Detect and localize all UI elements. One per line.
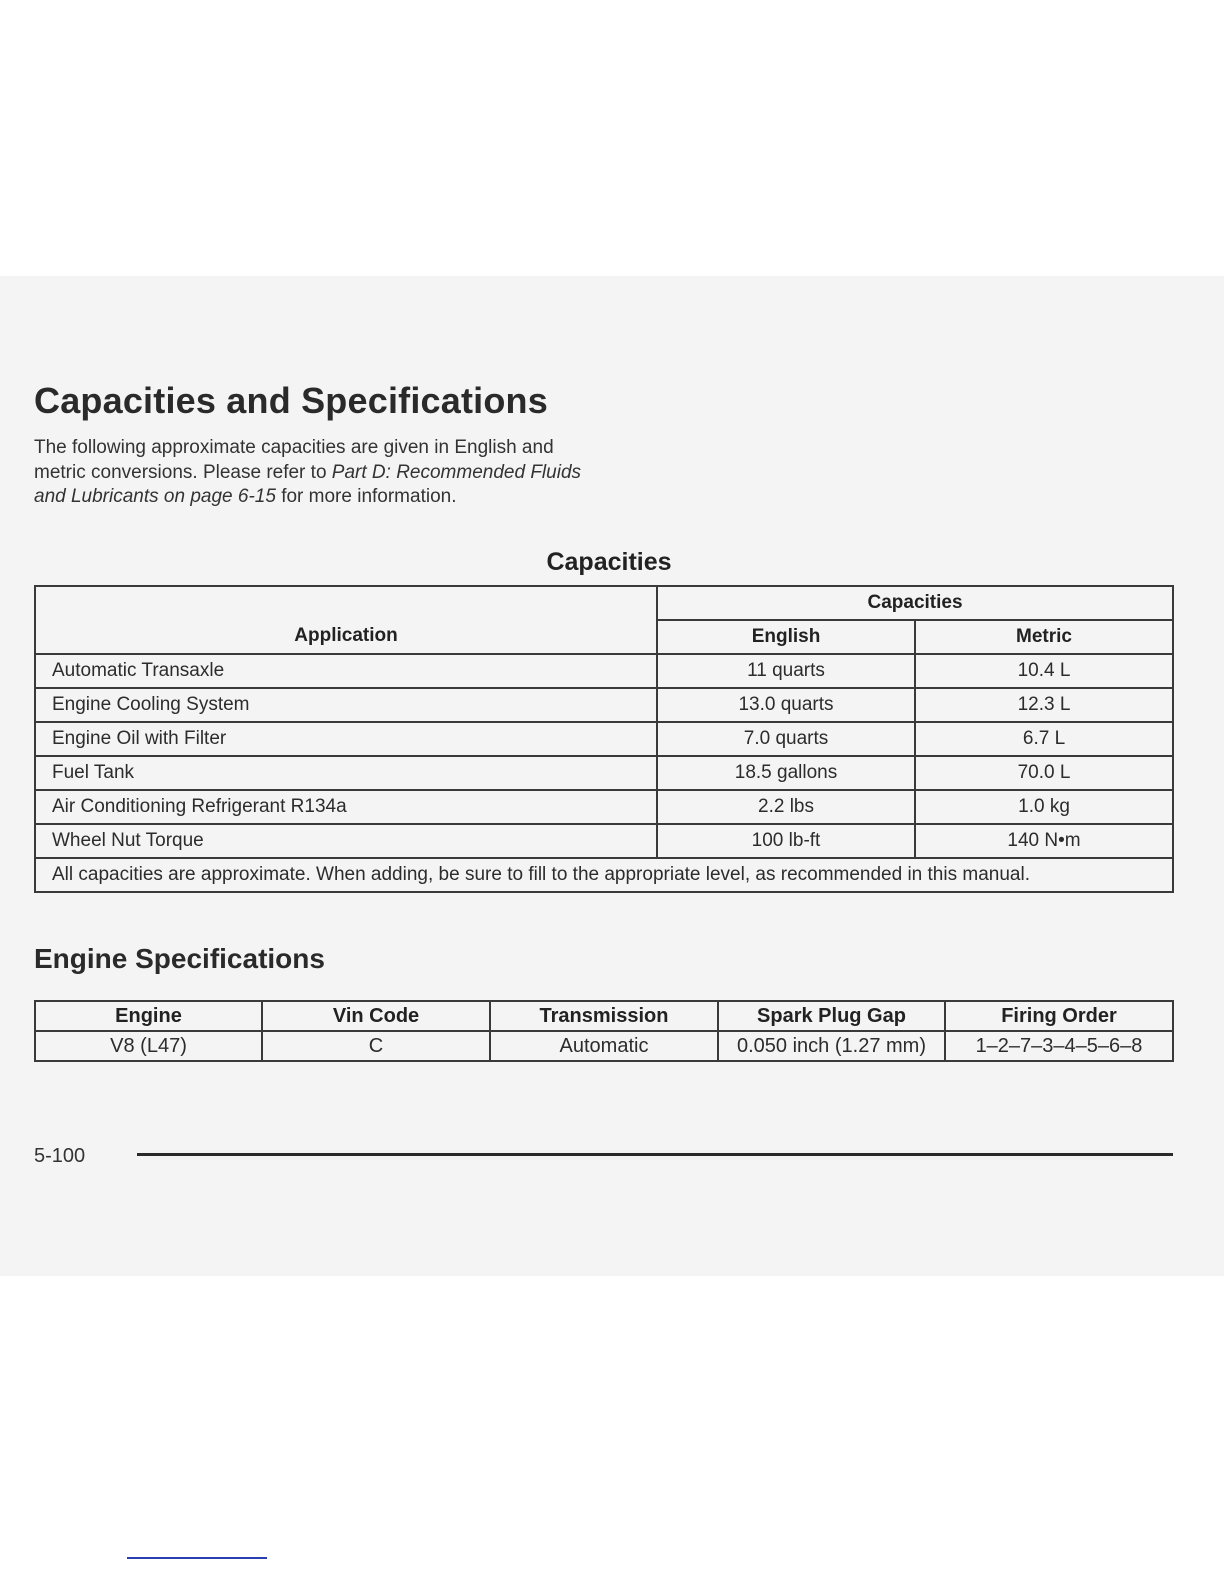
cell-metric: 12.3 L <box>915 688 1173 722</box>
note-row <box>35 858 1173 892</box>
cell-application: Wheel Nut Torque <box>35 824 657 858</box>
cell-vin-code: C <box>262 1031 490 1061</box>
cell-application: Automatic Transaxle <box>35 654 657 688</box>
intro-reference-link[interactable]: Part D: Recommended Fluids and Lubricants on page 6-15 <box>34 461 582 507</box>
cell-metric: 1.0 kg <box>915 790 1173 824</box>
table-row <box>35 654 1173 688</box>
col-header-capacities-group: Capacities <box>657 586 1173 620</box>
cell-application: Engine Oil with Filter <box>35 722 657 756</box>
blue-underline-mark <box>127 1557 267 1559</box>
cell-metric: 140 N•m <box>915 824 1173 858</box>
intro-text-before: The following approximate capacities are given in English and metric conversions. Please refer to <box>34 437 554 483</box>
intro-text-after: for more information. <box>275 486 457 507</box>
col-header-firing-order: Firing Order <box>945 1001 1173 1031</box>
col-header-transmission: Transmission <box>490 1001 718 1031</box>
cell-engine: V8 (L47) <box>35 1031 262 1061</box>
table-row <box>35 824 1173 858</box>
engine-specifications-table <box>34 1000 1174 1062</box>
cell-english: 11 quarts <box>657 654 915 688</box>
engine-specifications-heading: Engine Specifications <box>34 943 325 974</box>
cell-english: 100 lb-ft <box>657 824 915 858</box>
col-header-metric: Metric <box>915 620 1173 654</box>
cell-application: Engine Cooling System <box>35 688 657 722</box>
table-row <box>35 1031 1173 1061</box>
col-header-english: English <box>657 620 915 654</box>
cell-application: Fuel Tank <box>35 756 657 790</box>
cell-spark-plug-gap: 0.050 inch (1.27 mm) <box>718 1031 945 1061</box>
cell-metric: 70.0 L <box>915 756 1173 790</box>
cell-english: 7.0 quarts <box>657 722 915 756</box>
footer-rule <box>137 1153 1173 1156</box>
cell-firing-order: 1–2–7–3–4–5–6–8 <box>945 1031 1173 1061</box>
cell-metric: 6.7 L <box>915 722 1173 756</box>
page-number: 5-100 <box>34 1145 86 1167</box>
capacities-table <box>34 585 1174 893</box>
table-row <box>35 688 1173 722</box>
intro-paragraph <box>34 436 594 510</box>
col-header-spark-plug-gap: Spark Plug Gap <box>718 1001 945 1031</box>
cell-english: 13.0 quarts <box>657 688 915 722</box>
table-row <box>35 790 1173 824</box>
cell-metric: 10.4 L <box>915 654 1173 688</box>
cell-english: 2.2 lbs <box>657 790 915 824</box>
cell-english: 18.5 gallons <box>657 756 915 790</box>
cell-application: Air Conditioning Refrigerant R134a <box>35 790 657 824</box>
table-row <box>35 722 1173 756</box>
col-header-vin-code: Vin Code <box>262 1001 490 1031</box>
col-header-application: Application <box>35 586 657 654</box>
capacities-heading: Capacities <box>546 548 672 576</box>
capacities-note: All capacities are approximate. When adding, be sure to fill to the appropriate level, as recommended in this manual. <box>35 858 1173 892</box>
table-row <box>35 756 1173 790</box>
cell-transmission: Automatic <box>490 1031 718 1061</box>
col-header-engine: Engine <box>35 1001 262 1031</box>
page-title: Capacities and Specifications <box>34 380 548 421</box>
